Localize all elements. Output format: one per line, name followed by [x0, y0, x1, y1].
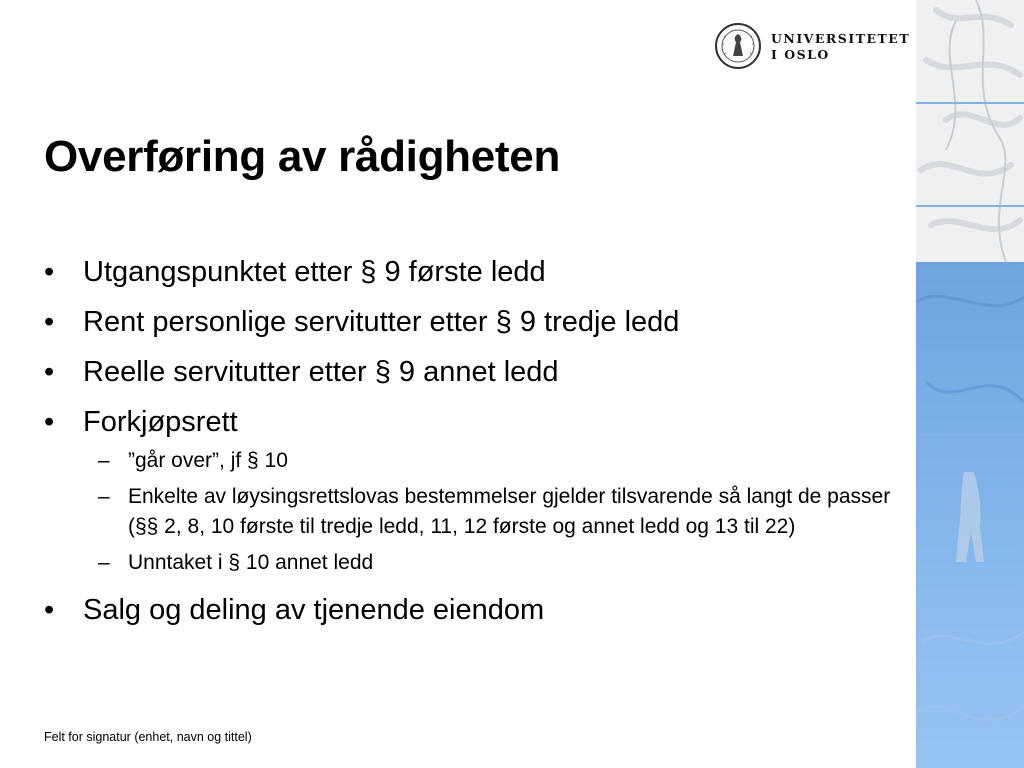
bullet-item — [44, 304, 894, 340]
bullet-text: Salg og deling av tjenende eiendom — [83, 594, 545, 626]
university-seal-icon — [714, 22, 762, 70]
bullet-item — [44, 354, 894, 390]
sub-bullet-text: ”går over”, jf § 10 — [128, 449, 288, 472]
wordmark-line1: UNIVERSITETET — [771, 31, 911, 46]
decorative-side-strip — [916, 0, 1024, 768]
sub-bullet-marker: – — [98, 551, 110, 574]
wordmark-line2: I OSLO — [771, 47, 830, 62]
sub-bullet-marker: – — [98, 449, 110, 472]
statue-sketch-illustration — [916, 0, 1024, 262]
bullet-marker: • — [44, 594, 55, 626]
bullet-text: Rent personlige servitutter etter § 9 tredje ledd — [83, 306, 680, 338]
sub-bullet-item — [83, 446, 894, 476]
sub-bullet-item — [83, 482, 894, 542]
bullet-list — [44, 254, 894, 642]
sub-bullet-text: Enkelte av løysingsrettslovas bestemmelser gjelder tilsvarende så langt de passer (§§ 2, 8, 10 første til tredje ledd, 11, 12 første og annet ledd og 13 til 22) — [128, 485, 891, 538]
bullet-marker: • — [44, 406, 55, 438]
bullet-item — [44, 254, 894, 290]
figure-photo-illustration — [916, 262, 1024, 768]
bullet-text: Utgangspunktet etter § 9 første ledd — [83, 256, 546, 288]
bullet-item — [44, 404, 894, 578]
bullet-marker: • — [44, 306, 55, 338]
strip-accent-line — [916, 434, 1024, 436]
footer-signature: Felt for signatur (enhet, navn og tittel) — [44, 730, 252, 744]
sub-bullet-item — [83, 548, 894, 578]
strip-accent-line — [916, 102, 1024, 104]
bullet-marker: • — [44, 256, 55, 288]
strip-bottom-panel — [916, 262, 1024, 768]
sub-bullet-list — [83, 446, 894, 578]
strip-accent-line — [916, 205, 1024, 207]
university-logo — [714, 22, 911, 72]
sub-bullet-marker: – — [98, 485, 110, 508]
bullet-text: Forkjøpsrett — [83, 406, 238, 438]
strip-top-panel — [916, 0, 1024, 262]
bullet-marker: • — [44, 356, 55, 388]
sub-bullet-text: Unntaket i § 10 annet ledd — [128, 551, 374, 574]
slide-title: Overføring av rådigheten — [44, 132, 561, 181]
bullet-text: Reelle servitutter etter § 9 annet ledd — [83, 356, 559, 388]
university-wordmark — [771, 31, 910, 63]
bullet-item — [44, 592, 894, 628]
